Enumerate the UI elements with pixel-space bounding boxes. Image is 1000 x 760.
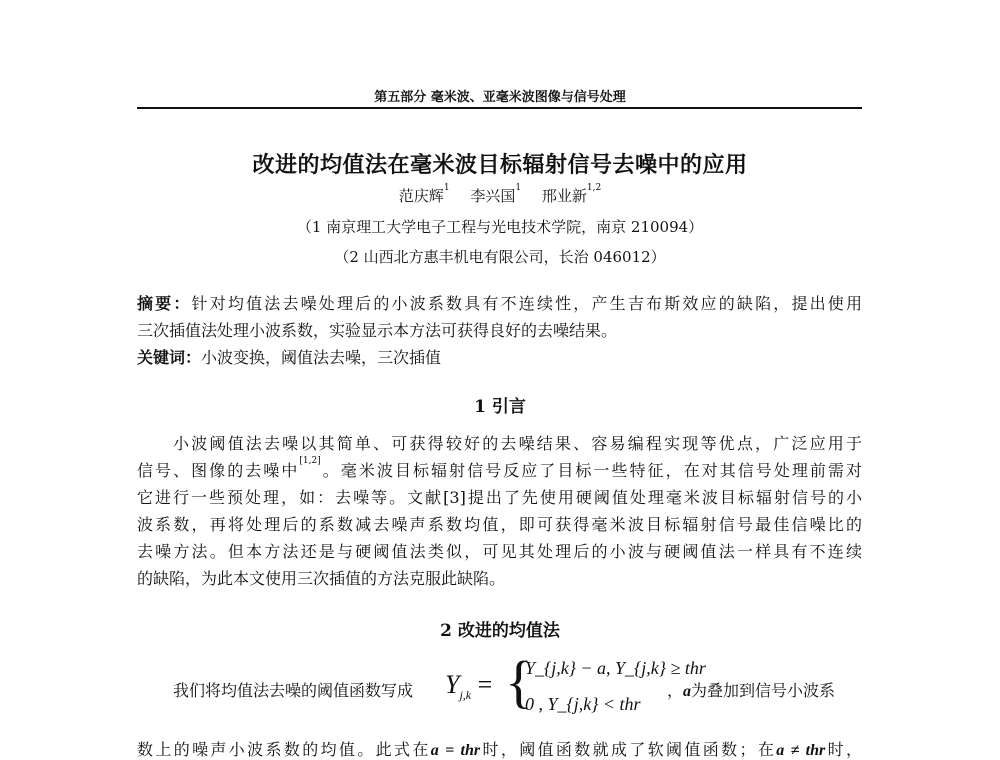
citation: [1,2] bbox=[299, 456, 321, 466]
paragraph-line: 信号、图像的去噪中[1,2]。毫米波目标辐射信号反应了目标一些特征，在对其信号处理前需对 bbox=[137, 456, 862, 480]
formula-case-1: Y_{j,k} − a, Y_{j,k} ≥ thr bbox=[525, 658, 706, 678]
paragraph-line: 去噪方法。但本方法还是与硬阈值法类似，可见其处理后的小波与硬阈值法一样具有不连续 bbox=[137, 542, 862, 561]
keywords-label: 关键词： bbox=[137, 348, 202, 367]
brace: { bbox=[505, 649, 533, 714]
formula-tail: ，a为叠加到信号小波系 bbox=[667, 681, 836, 700]
formula-lhs: $Y_{j,k}$ = bbox=[445, 670, 493, 703]
abstract-line: 三次插值法处理小波系数，实验显示本方法可获得良好的去噪结果。 bbox=[137, 321, 618, 340]
author: 邢业新$^{1,2}$ bbox=[541, 183, 602, 205]
section-heading-2: 2 改进的均值法 bbox=[440, 621, 560, 641]
abstract-label: 摘要： bbox=[137, 294, 192, 313]
author-list bbox=[0, 185, 1000, 206]
paragraph-line: 它进行一些预处理，如：去噪等。文献[3]提出了先使用硬阈值处理毫米波目标辐射信号的小 bbox=[137, 488, 862, 507]
header-rule bbox=[137, 107, 862, 109]
paragraph-line: 的缺陷，为此本文使用三次插值的方法克服此缺陷。 bbox=[137, 569, 506, 588]
running-header: 第五部分 毫米波、亚毫米波图像与信号处理 bbox=[374, 90, 626, 105]
paper-title: 改进的均值法在毫米波目标辐射信号去噪中的应用 bbox=[252, 152, 748, 178]
author: 李兴国$^1$ bbox=[470, 183, 522, 205]
affiliation-1: （1 南京理工大学电子工程与光电技术学院，南京 210094） bbox=[296, 218, 704, 236]
paragraph-line: 小波阈值法去噪以其简单、可获得较好的去噪结果、容易编程实现等优点，广泛应用于 bbox=[173, 434, 862, 453]
keywords: 关键词：小波变换，阈值法去噪，三次插值 bbox=[137, 348, 442, 367]
paragraph-line: 波系数，再将处理后的系数减去噪声系数均值，即可获得毫米波目标辐射信号最佳信噪比的 bbox=[137, 515, 862, 534]
abstract-line: 摘要：针对均值法去噪处理后的小波系数具有不连续性，产生吉布斯效应的缺陷，提出使用 bbox=[137, 294, 862, 313]
paragraph-line: 数上的噪声小波系数的均值。此式在a = thr时，阈值函数就成了软阈值函数；在a ≠ thr时， bbox=[137, 740, 862, 759]
formula-intro: 我们将均值法去噪的阈值函数写成 bbox=[173, 681, 414, 700]
section-heading-1: 1 引言 bbox=[474, 397, 526, 417]
affiliation-2: （2 山西北方惠丰机电有限公司，长治 046012） bbox=[334, 248, 666, 266]
formula-case-2: 0 , Y_{j,k} < thr bbox=[525, 694, 641, 714]
author: 范庆辉$^1$ bbox=[398, 183, 450, 205]
threshold-formula bbox=[137, 649, 862, 720]
